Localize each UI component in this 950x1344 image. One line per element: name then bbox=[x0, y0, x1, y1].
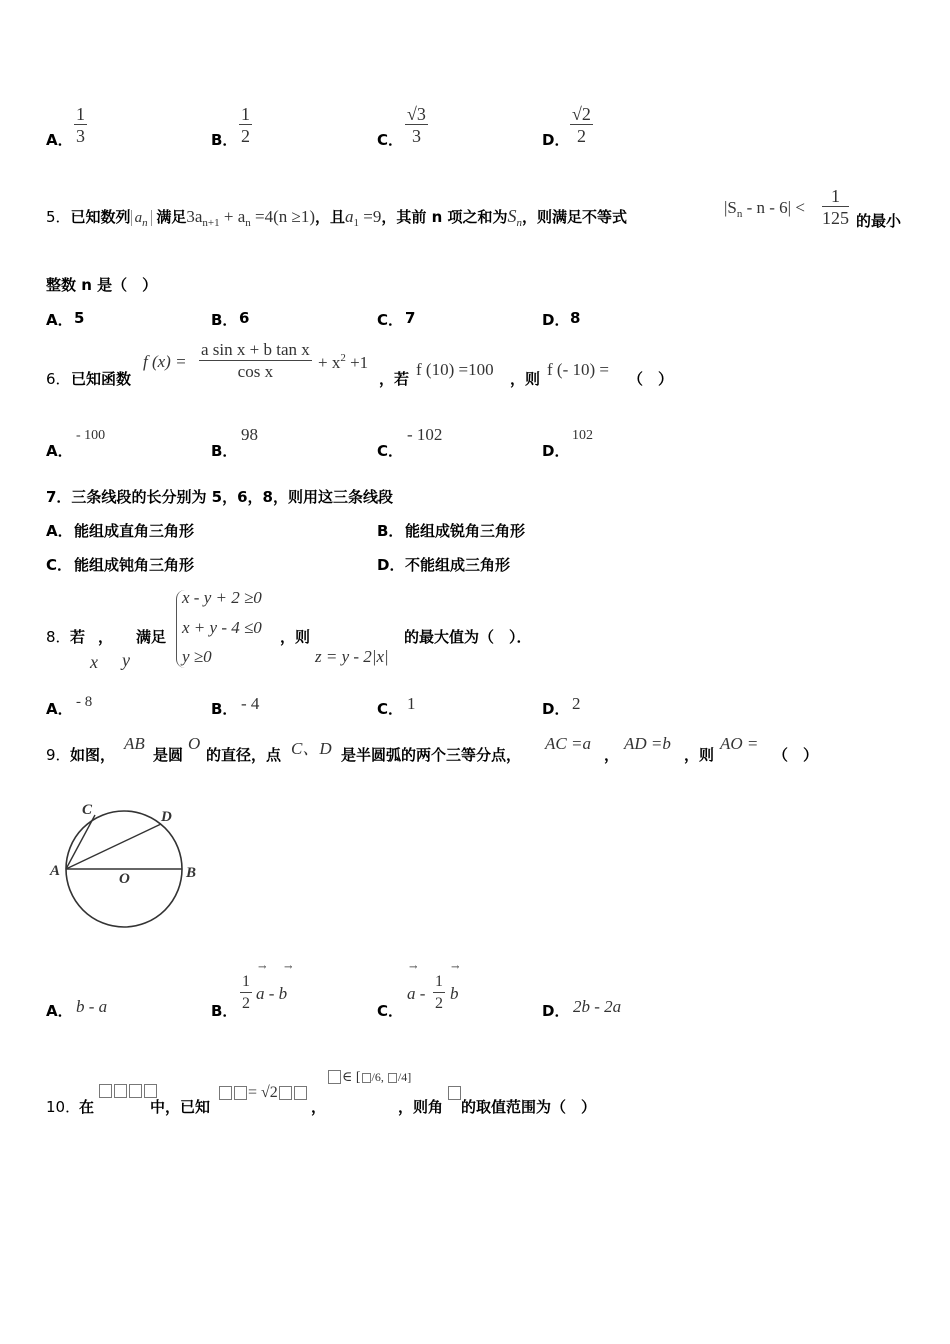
q9-option-a-label: A． bbox=[46, 1002, 73, 1020]
q9-comma: ， bbox=[604, 746, 620, 764]
q10-number: 10． bbox=[46, 1098, 81, 1116]
q8-constraint-3: y ≥0 bbox=[182, 647, 212, 666]
q5-sequence: $a_n$ bbox=[131, 210, 152, 226]
q5-option-b-label: B． bbox=[211, 311, 238, 329]
q5-option-d-label: D． bbox=[542, 311, 570, 329]
q8-option-d-label: D． bbox=[542, 700, 570, 718]
q9-option-b-vector-arrow-b: → bbox=[284, 962, 293, 973]
q9-point-o: O bbox=[119, 871, 130, 887]
q9-stem-part5: ，则 bbox=[684, 746, 715, 764]
q9-option-b-value: a - b bbox=[256, 984, 288, 1003]
q9-option-b-half: $\frac{1}{2}$ bbox=[242, 973, 250, 1012]
q5-stem-tail: 的最小 bbox=[856, 212, 902, 230]
q9-number: 9． bbox=[46, 746, 71, 764]
q9-ab: AB bbox=[124, 734, 145, 753]
q5-option-b-value: 6 bbox=[239, 309, 250, 327]
q8-option-c-value: 1 bbox=[407, 694, 416, 713]
q5-inequality-fraction: $\frac{1}{125}$ bbox=[822, 186, 849, 228]
q7-option-d-value: 不能组成三角形 bbox=[405, 556, 511, 574]
q4-option-b-label: B． bbox=[211, 131, 238, 149]
q10-stem-part1: 在 bbox=[79, 1098, 95, 1116]
q4-option-d-label: D． bbox=[542, 131, 570, 149]
q9-point-b: B bbox=[186, 865, 197, 881]
q10-condition: = √2 bbox=[218, 1082, 308, 1102]
q9-chord-ac bbox=[66, 815, 95, 869]
q9-ac: AC =a bbox=[545, 734, 591, 753]
q6-option-c-label: C． bbox=[377, 442, 404, 460]
q7-option-d-label: D． bbox=[377, 556, 405, 574]
q4-option-c-label: C． bbox=[377, 131, 404, 149]
q9-ao: AO = bbox=[720, 734, 759, 753]
q7-option-b-value: 能组成锐角三角形 bbox=[405, 522, 526, 540]
q8-objective: z = y - 2|x| bbox=[315, 647, 389, 666]
q5-a1: $a_1 =9$ bbox=[345, 207, 382, 229]
q9-point-d: D bbox=[161, 809, 172, 825]
q9-option-b-vector-arrow-a: → bbox=[258, 962, 267, 973]
q9-circle-figure bbox=[40, 795, 210, 935]
q9-answer-paren: （ ） bbox=[773, 746, 819, 764]
q6-option-a-value: - 100 bbox=[76, 428, 106, 443]
q9-option-c-label: C． bbox=[377, 1002, 404, 1020]
q5-stem-line1: 5．已知数列 $a_n$ 满足$3a_{n+1} + a_n =4(n \ge 1)$，且$a_1 =9$，其前 n 项之和为$S_n$，则满足不等式 bbox=[46, 206, 628, 229]
q9-stem-part2: 是圆 bbox=[153, 746, 184, 764]
q8-stem-part2: 满足 bbox=[136, 628, 167, 646]
q5-recurrence: $3a_{n+1} + a_n =4(n \ge 1)$ bbox=[186, 207, 316, 229]
q7-option-a-value: 能组成直角三角形 bbox=[74, 522, 195, 540]
q6-function-fraction: $\frac{\text{a sin x + b tan x}}{\text{cos x}}$ bbox=[201, 340, 310, 381]
q6-stem-part1: 已知函数 bbox=[71, 370, 132, 388]
q4-option-a-fraction: $\frac{1}{3}$ bbox=[76, 104, 85, 146]
q9-option-c-vector-arrow-b: → bbox=[451, 962, 460, 973]
q9-option-d-value: 2b - 2a bbox=[573, 997, 622, 1016]
q10-triangle-placeholder bbox=[98, 1080, 158, 1099]
q5-stem-line2: 整数 n 是（ ） bbox=[46, 276, 158, 294]
q6-option-a-label: A． bbox=[46, 442, 73, 460]
q9-ad: AD =b bbox=[624, 734, 671, 753]
q9-option-b-label: B． bbox=[211, 1002, 238, 1020]
q10-range: ∈ [ /6, /4] bbox=[327, 1066, 411, 1086]
q8-number: 8． bbox=[46, 628, 71, 646]
q8-option-b-label: B． bbox=[211, 700, 238, 718]
q7-option-c-value: 能组成钝角三角形 bbox=[74, 556, 195, 574]
q7-stem: 7．三条线段的长分别为 5，6，8，则用这三条线段 bbox=[46, 488, 393, 506]
q9-stem-part4: 是半圆弧的两个三等分点， bbox=[341, 746, 522, 764]
q5-option-a-value: 5 bbox=[74, 309, 85, 327]
q10-comma: ， bbox=[311, 1098, 327, 1116]
q5-sn: $S_n$ bbox=[507, 206, 523, 229]
q8-var-x: x bbox=[90, 652, 98, 672]
q10-angle-placeholder bbox=[447, 1082, 462, 1101]
q8-constraint-2: x + y - 4 ≤0 bbox=[182, 618, 262, 637]
q10-stem-part4: ，则角 bbox=[398, 1098, 444, 1116]
q9-stem-part1: 如图， bbox=[70, 746, 116, 764]
q6-stem-part2: ，若 bbox=[379, 370, 410, 388]
q9-option-c-half: $\frac{1}{2}$ bbox=[435, 973, 443, 1012]
q9-point-a: A bbox=[50, 863, 61, 879]
q8-constraint-1: x - y + 2 ≥0 bbox=[182, 588, 262, 607]
q8-option-c-label: C． bbox=[377, 700, 404, 718]
q6-option-b-label: B． bbox=[211, 442, 238, 460]
q8-option-a-label: A． bbox=[46, 700, 73, 718]
q6-number: 6． bbox=[46, 370, 71, 388]
q8-stem-part4: 的最大值为（ ）． bbox=[404, 628, 532, 646]
q8-stem-part3: ，则 bbox=[280, 628, 311, 646]
q9-option-a-value: b - a bbox=[76, 997, 108, 1016]
q7-option-b-label: B． bbox=[377, 522, 404, 540]
q4-option-d-fraction: $\frac{√2}{2}$ bbox=[572, 104, 591, 146]
q6-condition: f (10) =100 bbox=[416, 360, 494, 379]
q6-ask: f (- 10) = bbox=[547, 360, 609, 379]
q5-number: 5． bbox=[46, 208, 71, 226]
q8-comma: ， bbox=[98, 628, 114, 646]
q5-option-c-value: 7 bbox=[405, 309, 416, 327]
q6-answer-paren: （ ） bbox=[628, 370, 674, 388]
q7-option-a-label: A． bbox=[46, 522, 73, 540]
q8-var-y: y bbox=[122, 650, 130, 670]
q8-option-b-value: - 4 bbox=[241, 694, 260, 713]
q6-function-tail: + $x^2 +1$ bbox=[318, 352, 369, 372]
q5-option-a-label: A． bbox=[46, 311, 73, 329]
q4-option-b-fraction: $\frac{1}{2}$ bbox=[241, 104, 250, 146]
q6-option-c-value: - 102 bbox=[407, 425, 443, 444]
q6-option-d-label: D． bbox=[542, 442, 570, 460]
q6-stem-part3: ，则 bbox=[510, 370, 541, 388]
q9-o: O bbox=[188, 734, 201, 753]
q5-option-c-label: C． bbox=[377, 311, 404, 329]
q4-option-a-label: A． bbox=[46, 131, 73, 149]
q9-point-c: C bbox=[82, 802, 93, 818]
q6-function-name: f (x) = bbox=[143, 352, 187, 371]
q9-option-c-vector-arrow-a: → bbox=[409, 962, 418, 973]
q9-option-d-label: D． bbox=[542, 1002, 570, 1020]
q7-option-c-label: C． bbox=[46, 556, 73, 574]
q10-stem-part2: 中，已知 bbox=[150, 1098, 211, 1116]
q9-cd: C、D bbox=[291, 739, 332, 758]
q6-option-b-value: 98 bbox=[241, 425, 258, 444]
q9-option-c-value: b bbox=[450, 984, 459, 1003]
q9-stem-part3: 的直径，点 bbox=[206, 746, 282, 764]
q6-option-d-value: 102 bbox=[572, 428, 593, 443]
q4-option-c-fraction: $\frac{√3}{3}$ bbox=[407, 104, 426, 146]
q8-stem-part1: 若 bbox=[70, 628, 86, 646]
q5-inequality: $|S_n$ - n - 6| < bbox=[724, 198, 805, 220]
q10-stem-part5: 的取值范围为（ ） bbox=[461, 1098, 597, 1116]
q5-option-d-value: 8 bbox=[570, 309, 581, 327]
q9-option-c-lead: a - bbox=[407, 984, 426, 1003]
q8-option-a-value: - 8 bbox=[76, 694, 93, 710]
q8-option-d-value: 2 bbox=[572, 694, 581, 713]
